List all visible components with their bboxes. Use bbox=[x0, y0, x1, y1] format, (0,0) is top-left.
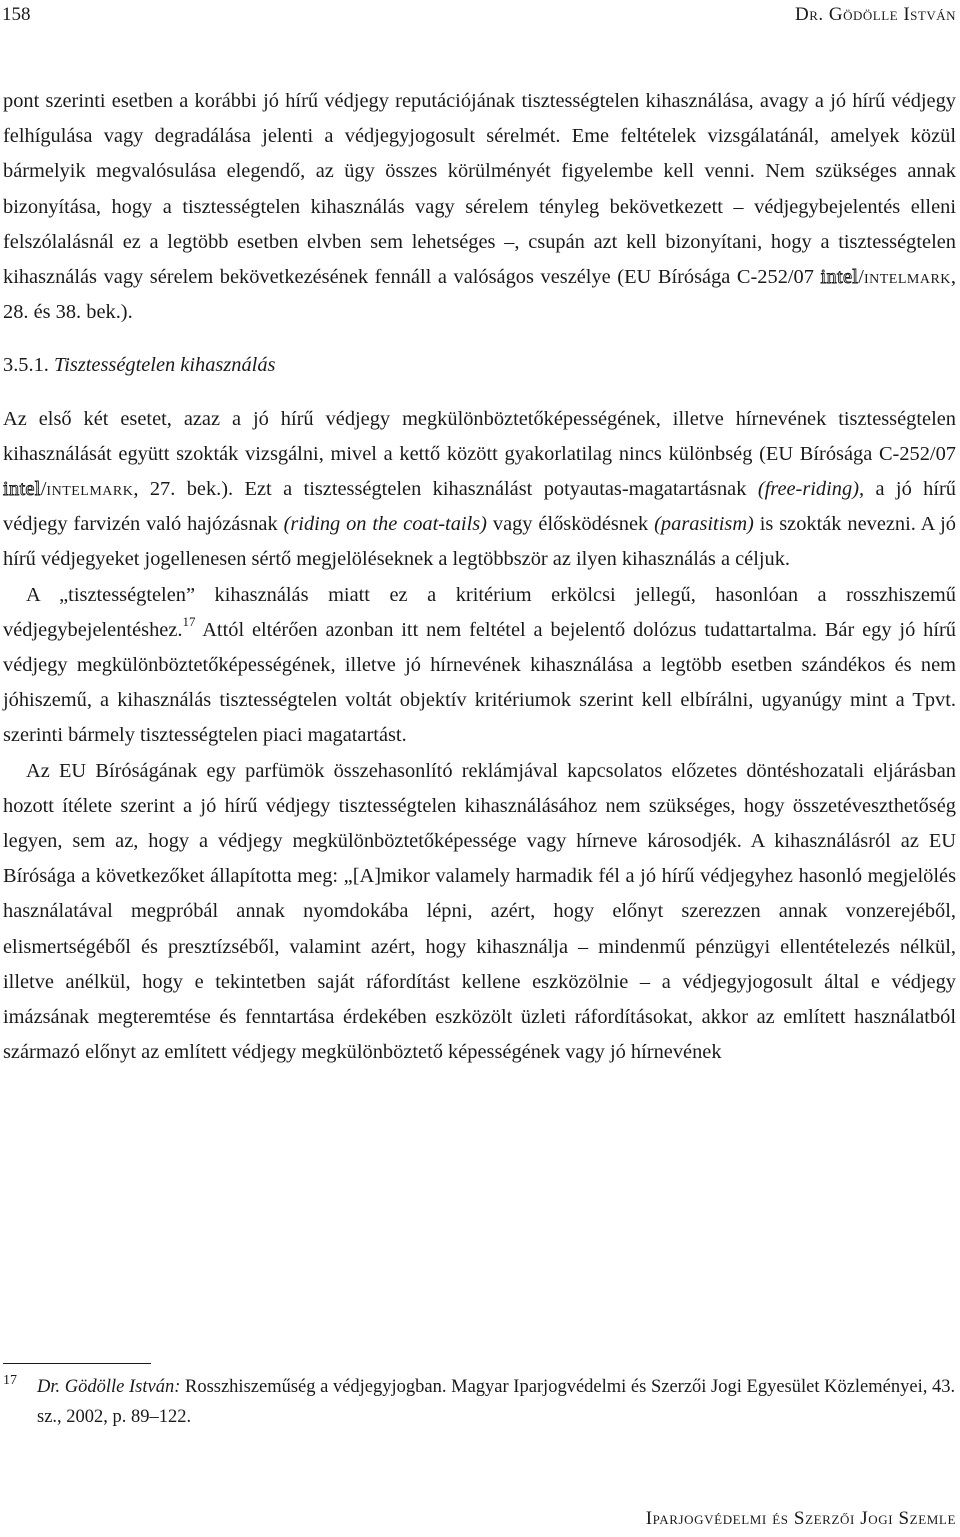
footnote-author: Dr. Gödölle István: bbox=[37, 1377, 181, 1397]
paragraph-4 bbox=[3, 754, 956, 1071]
page-header bbox=[2, 4, 956, 34]
footnote-text bbox=[37, 1372, 956, 1432]
journal-footer: Iparjogvédelmi és Szerzői Jogi Szemle bbox=[645, 1508, 956, 1529]
paragraph-text: vagy élősködésnek bbox=[486, 513, 655, 536]
intelmark-small-caps: intelmark bbox=[46, 478, 134, 501]
footnote-number: 17 bbox=[3, 1373, 17, 1388]
italic-term: (riding on the coat-tails) bbox=[283, 513, 487, 536]
italic-term: (free-riding), bbox=[757, 478, 865, 501]
paragraph-text: Attól eltérően azonban itt nem feltétel a bejelentő dolózus tudattartalma. Bár egy jó hírű védjegy megkülönböztetőképességének, illetve jó hírnevének kihasználása a legtöbb esetben szándékos és nem jóhiszemű, a kihasználás tisztességtelen voltát objektív kritériumok szerint kell elbírálni, ugyanúgy mint a Tpvt. szerinti bármely tisztességtelen piaci magatartást. bbox=[3, 618, 956, 747]
intel-outline-mark: intel bbox=[3, 478, 41, 501]
paragraph-text: Az EU Bíróságának egy parfümök összehasonlító reklámjával kapcsolatos előzetes döntéshozatali eljárásban hozott ítélete szerint a jó hírű védjegy tisztességtelen kihasználásához nem szükséges, hogy összetéveszthetőség legyen, sem az, hogy a védjegy megkülönböztetőképessége vagy hírneve károsodjék. A kihasználásról az EU Bírósága a következőket állapította meg: „[A]mikor valamely harmadik fél a jó hírű védjegyhez hasonló megjelölés használatával megpróbál annak nyomdokába lépni, azért, hogy előnyt szerezzen annak vonzerejéből, elismertségéből és presztízséből, valamint azért, hogy kihasználja – mindenmű pénzügyi ellentételezés nélkül, illetve anélkül, hogy e tekintetben saját ráfordítást kellene eszközölnie – a védjegyjogosult által e védjegy imázsának megteremtése és fenntartása érdekében eszközölt üzleti ráfordításokat, akkor az említett használatból származó előnyt az említett védjegy megkülönböztető képességének vagy jó hírnevének bbox=[3, 759, 956, 1064]
section-number: 3.5.1. bbox=[3, 354, 49, 377]
paragraph-text: / bbox=[40, 478, 47, 501]
paragraph-text: a jó hírű védjegy farvizén való hajózásnak bbox=[3, 478, 956, 536]
italic-term: (parasitism) bbox=[654, 513, 754, 536]
paragraph-3 bbox=[3, 578, 956, 754]
section-title: Tisztességtelen kihasználás bbox=[54, 354, 276, 377]
intel-outline-mark: intel bbox=[820, 266, 859, 289]
paragraph-1 bbox=[3, 84, 956, 330]
paragraph-text: , 27. bek.). Ezt a tisztességtelen kihasználást potyautas-magatartásnak bbox=[133, 478, 758, 501]
footnote-citation: Rosszhiszeműség a védjegyjogban. Magyar Iparjogvédelmi és Szerzői Jogi Egyesület Közleményei, 43. sz., 2002, p. 89–122. bbox=[37, 1377, 956, 1427]
running-head-author: Dr. Gödölle István bbox=[794, 4, 956, 25]
paragraph-text: Az első két esetet, azaz a jó hírű védjegy megkülönböztetőképességének, illetve hírnevének tisztességtelen kihasználását együtt szokták vizsgálni, mivel a kettő között gyakorlatilag nincs különbség (EU Bírósága C-252/07 bbox=[3, 407, 956, 465]
paragraph-2 bbox=[3, 402, 956, 578]
footnote-divider bbox=[3, 1363, 151, 1364]
body-text bbox=[3, 84, 956, 1070]
paragraph-text: A „tisztességtelen” kihasználás miatt ez a kritérium erkölcsi jellegű, hasonlóan a rosszhiszemű védjegybejelentéshez. bbox=[3, 583, 956, 641]
paragraph-text: , 28. és 38. bek.). bbox=[3, 266, 956, 324]
paragraph-text: / bbox=[858, 266, 864, 289]
section-heading bbox=[3, 348, 956, 383]
footnote-reference[interactable]: 17 bbox=[182, 614, 196, 630]
paragraph-text: pont szerinti esetben a korábbi jó hírű védjegy reputációjának tisztességtelen kihasználása, avagy a jó hírű védjegy felhígulása vagy degradálása jelenti a védjegyjogosult sérelmét. Eme feltételek vizsgálatánál, amelyek közül bármelyik megvalósulása elegendő, az ügy összes körülményét figyelembe kell venni. Nem szükséges annak bizonyítása, hogy a tisztességtelen kihasználás vagy sérelem tényleg bekövetkezett – védjegybejelentés elleni felszólalásnál ez a legtöbb esetben elvben sem lehetséges –, csupán azt kell bizonyítani, hogy a tisztességtelen kihasználás vagy sérelem bekövetkezésének fennáll a valóságos veszélye (EU Bírósága C-252/07 bbox=[3, 90, 956, 289]
footnote bbox=[3, 1372, 956, 1432]
intelmark-small-caps: intelmark bbox=[863, 266, 951, 289]
paragraph-text: is szokták nevezni. A jó hírű védjegyeket jogellenesen sértő megjelöléseknek a legtöbbször az ilyen kihasználás a céljuk. bbox=[3, 513, 956, 571]
page-number: 158 bbox=[2, 4, 31, 25]
